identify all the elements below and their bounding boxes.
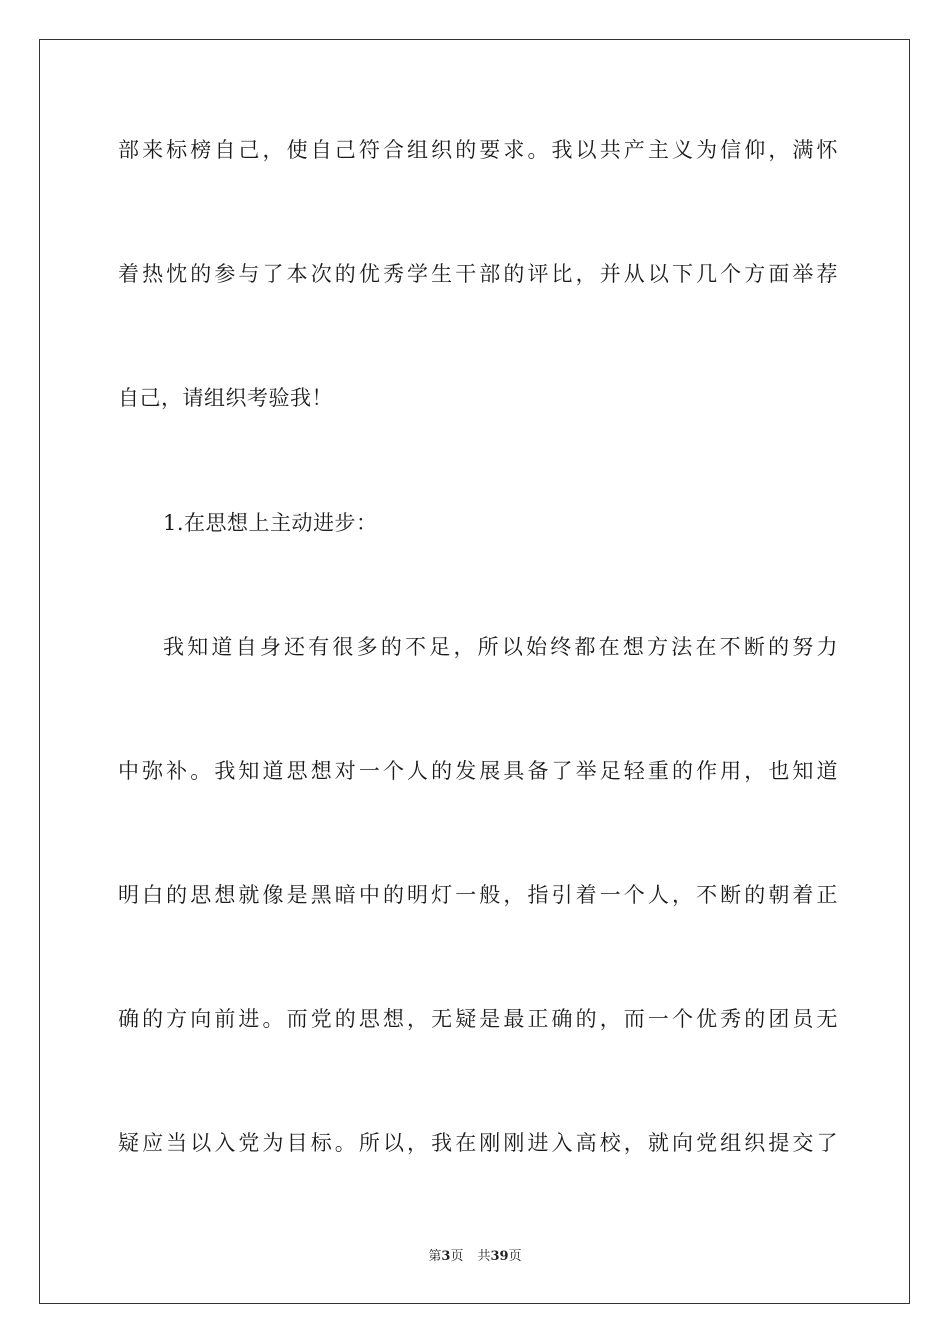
text-line: 着热忱的参与了本次的优秀学生干部的评比，并从以下几个方面举荐 [118, 262, 838, 286]
total-pages-label: 共39页 [477, 1249, 522, 1264]
page-footer [0, 1248, 950, 1266]
text-line: 部来标榜自己，使自己符合组织的要求。我以共产主义为信仰，满怀 [118, 138, 838, 162]
page-number-label: 第3页 [428, 1249, 464, 1264]
text-line: 疑应当以入党为目标。所以，我在刚刚进入高校，就向党组织提交了 [118, 1131, 838, 1155]
page-border [39, 39, 910, 1304]
text-line: 中弥补。我知道思想对一个人的发展具备了举足轻重的作用，也知道 [118, 759, 838, 783]
section-heading: 1.在思想上主动进步： [163, 511, 378, 535]
text-line: 明白的思想就像是黑暗中的明灯一般，指引着一个人，不断的朝着正 [118, 883, 838, 907]
text-line: 确的方向前进。而党的思想，无疑是最正确的，而一个优秀的团员无 [118, 1007, 838, 1031]
text-line: 自己，请组织考验我！ [118, 386, 333, 410]
text-line: 我知道自身还有很多的不足，所以始终都在想方法在不断的努力 [163, 635, 838, 659]
